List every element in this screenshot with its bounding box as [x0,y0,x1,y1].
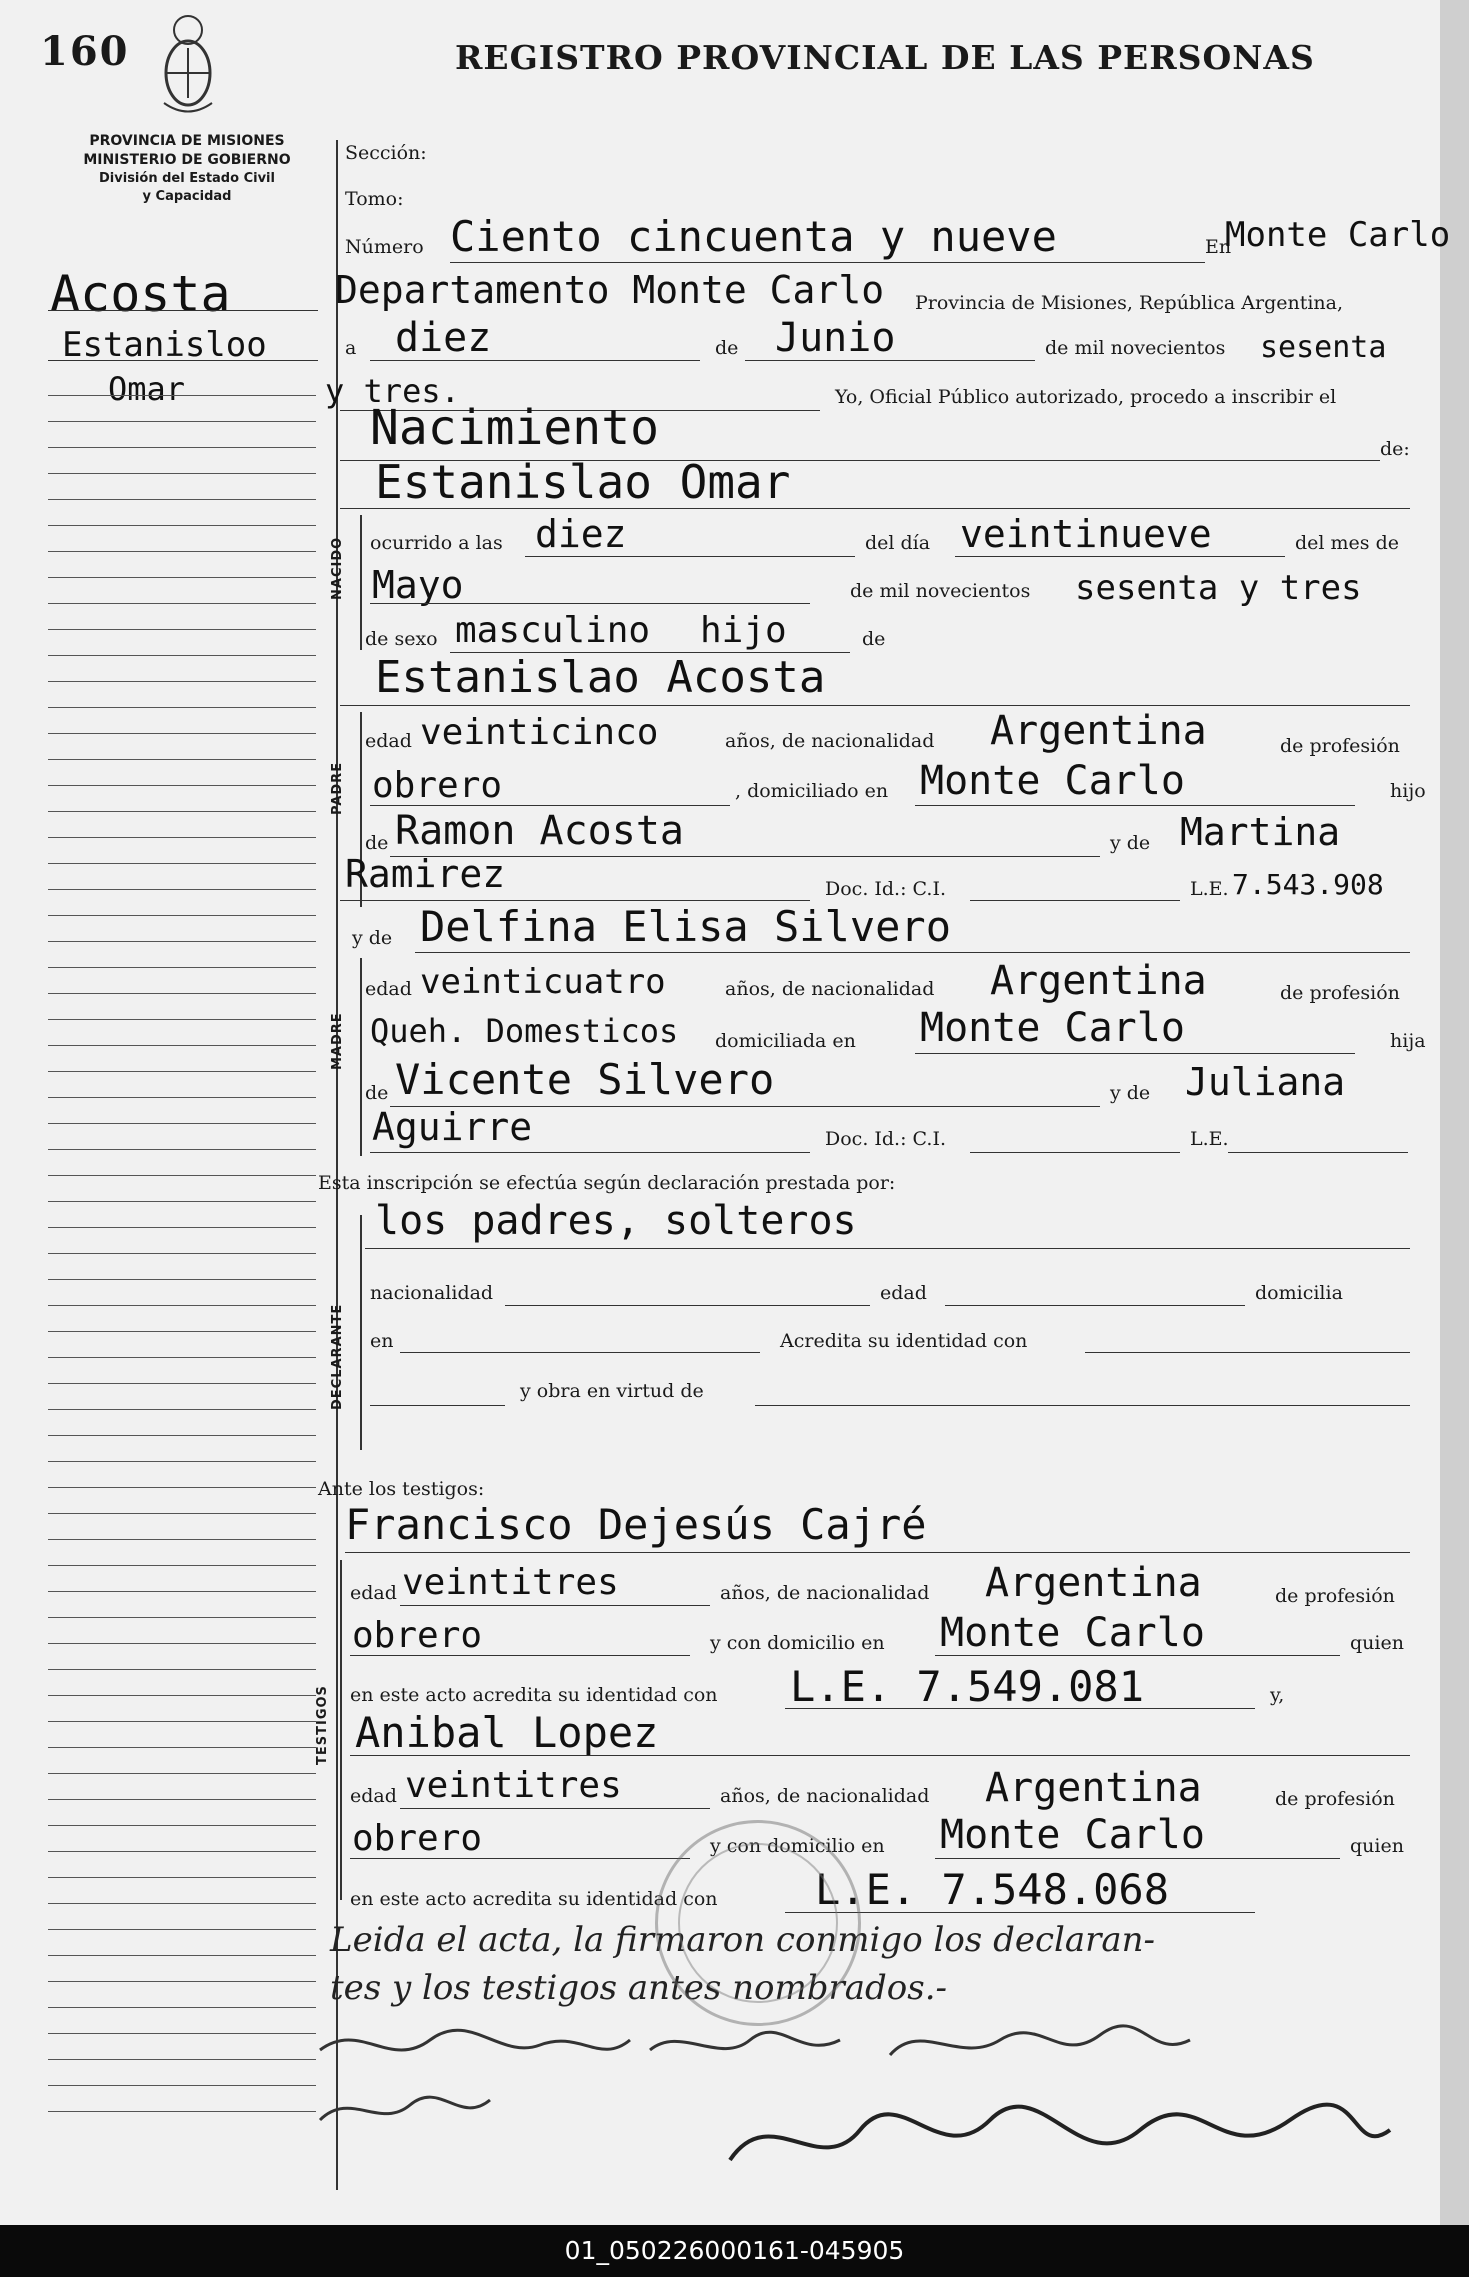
argentina-coat-of-arms-icon [158,8,218,120]
registration-year-2: y tres. [325,372,460,410]
witness2-address: Monte Carlo [940,1812,1205,1858]
field-line [415,952,1410,953]
father-name: Estanislao Acosta [375,652,826,703]
field-line [400,1352,760,1353]
birth-hour: diez [535,512,627,556]
label-yo-oficial: Yo, Oficial Público autorizado, procedo a inscribir el [835,386,1337,408]
field-line [970,900,1180,901]
registration-day: diez [395,315,492,361]
label-le: L.E. [1190,878,1229,900]
label-profesion-t2: de profesión [1275,1788,1395,1810]
field-line [340,705,1410,706]
birth-day: veintinueve [960,512,1212,556]
label-profesion-madre: de profesión [1280,982,1400,1004]
sex: masculino [455,610,651,651]
section-rule [360,958,362,1156]
label-y-de-madre: y de [352,927,393,949]
label-y-de: y de [1110,832,1151,854]
field-line [935,1655,1340,1656]
label-edad-t2: edad [350,1785,397,1807]
field-line [945,1305,1245,1306]
division-line-2: y Capacidad [142,189,232,204]
field-line [350,1755,1410,1756]
field-line [370,603,810,604]
witness2-profession: obrero [352,1818,483,1859]
paternal-grandfather: Ramon Acosta [395,808,684,854]
witness1-address: Monte Carlo [940,1610,1205,1656]
closing-line-2: tes y los testigos antes nombrados.- [330,1968,947,2008]
label-quien-t1: quien [1350,1632,1404,1654]
label-anos-nacionalidad-madre: años, de nacionalidad [725,978,935,1000]
label-de-colon: de: [1380,438,1410,460]
label-edad-madre: edad [365,978,412,1000]
label-en: En [1205,236,1232,258]
closing-line-1: Leida el acta, la firmaron conmigo los declaran- [330,1920,1156,1960]
label-provincia: Provincia de Misiones, República Argentina, [915,292,1344,314]
witness1-age: veintitres [402,1562,619,1603]
field-line [370,1152,810,1153]
field-line [370,805,730,806]
mother-nationality: Argentina [990,958,1207,1004]
signatures [300,2010,1410,2200]
section-tag-padre: PADRE [330,761,345,815]
registration-year-1: sesenta [1260,330,1387,365]
father-age: veinticinco [420,712,659,753]
section-tag-testigos: TESTIGOS [315,1685,330,1765]
label-esta-inscripcion: Esta inscripción se efectúa según declaración prestada por: [318,1172,896,1194]
division-line-1: División del Estado Civil [99,171,275,186]
label-numero: Número [345,236,424,258]
ministry-name: MINISTERIO DE GOBIERNO [83,152,291,168]
label-edad: edad [365,730,412,752]
label-acredita-t2: en este acto acredita su identidad con [350,1888,718,1910]
label-profesion-t1: de profesión [1275,1585,1395,1607]
field-line [505,1305,870,1306]
page-number: 160 [40,28,130,75]
label-del-dia: del día [865,532,931,554]
label-ante-testigos: Ante los testigos: [318,1478,485,1500]
label-doc-id: Doc. Id.: C.I. [825,878,946,900]
label-de-2: de [862,628,886,650]
field-line [915,805,1355,806]
label-quien-t2: quien [1350,1835,1404,1857]
label-a: a [345,337,357,359]
mother-address: Monte Carlo [920,1005,1185,1051]
witness2-nationality: Argentina [985,1765,1202,1811]
label-acredita: Acredita su identidad con [780,1330,1028,1352]
margin-surname: Acosta [50,265,231,323]
label-doc-id-madre: Doc. Id.: C.I. [825,1128,946,1150]
field-line [755,1405,1410,1406]
maternal-grandmother-1: Juliana [1185,1060,1346,1104]
field-line [370,1405,505,1406]
father-profession: obrero [372,765,503,806]
witness2-age: veintitres [405,1765,622,1806]
declarant: los padres, solteros [375,1198,857,1244]
section-tag-madre: MADRE [330,1012,345,1070]
label-acredita-t1: en este acto acredita su identidad con [350,1684,718,1706]
label-con-domicilio-t2: y con domicilio en [710,1835,885,1857]
label-edad-t1: edad [350,1582,397,1604]
label-de-sexo: de sexo [365,628,438,650]
birth-year: sesenta y tres [1075,568,1362,608]
label-le-madre: L.E. [1190,1128,1229,1150]
field-line [525,556,855,557]
mother-name: Delfina Elisa Silvero [420,902,952,951]
registration-month: Junio [775,315,896,361]
paternal-grandmother-1: Martina [1180,810,1341,854]
label-edad-declarante: edad [880,1282,927,1304]
issuer-block [52,132,322,206]
birth-month: Mayo [372,563,464,607]
label-hija: hija [1390,1030,1426,1052]
margin-ruled-lines [48,395,316,2137]
file-id-caption: 01_050226000161-045905 [0,2225,1469,2277]
field-line [955,556,1285,557]
place-en: Monte Carlo [1225,215,1451,255]
maternal-grandmother-2: Aguirre [372,1105,533,1149]
section-rule [360,515,362,650]
paternal-grandmother-2: Ramirez [345,852,506,896]
field-line [915,1053,1355,1054]
mother-profession: Queh. Domesticos [370,1012,679,1050]
label-nacionalidad: nacionalidad [370,1282,494,1304]
label-de-3: de [365,832,389,854]
margin-given-name-2: Omar [108,370,186,408]
witness2-document: L.E. 7.548.068 [815,1865,1170,1914]
label-de-mil-2: de mil novecientos [850,580,1031,602]
label-anos-nac-t1: años, de nacionalidad [720,1582,930,1604]
label-y-de-2: y de [1110,1082,1151,1104]
maternal-grandfather: Vicente Silvero [395,1055,775,1104]
field-line [745,360,1035,361]
label-anos-nac-t2: años, de nacionalidad [720,1785,930,1807]
document-title: REGISTRO PROVINCIAL DE LAS PERSONAS [455,38,1315,77]
field-line [970,1152,1180,1153]
father-le-number: 7.543.908 [1232,868,1384,901]
province-name: PROVINCIA DE MISIONES [89,133,285,149]
label-anos-nacionalidad: años, de nacionalidad [725,730,935,752]
label-obra-virtud: y obra en virtud de [520,1380,704,1402]
act-number: Ciento cincuenta y nueve [450,212,1057,261]
section-rule [360,1215,362,1450]
label-hijo: hijo [1390,780,1426,802]
field-line [370,360,700,361]
label-con-domicilio-t1: y con domicilio en [710,1632,885,1654]
label-del-mes: del mes de [1295,532,1399,554]
section-rule [340,1560,342,1900]
label-de: de [715,337,739,359]
department: Departamento Monte Carlo [335,268,885,312]
field-line [785,1708,1255,1709]
child-name: Estanislao Omar [375,455,791,509]
field-line [340,900,810,901]
mother-age: veinticuatro [420,962,666,1002]
witness2-name: Anibal Lopez [355,1708,659,1757]
section-tag-nacido: NACIDO [330,536,345,600]
field-line [450,262,1205,263]
label-seccion: Sección: [345,142,427,164]
father-nationality: Argentina [990,708,1207,754]
label-domiciliada: domiciliada en [715,1030,856,1052]
label-profesion: de profesión [1280,735,1400,757]
act-type: Nacimiento [370,400,659,456]
label-domicilia: domicilia [1255,1282,1343,1304]
field-line [1085,1352,1410,1353]
section-tag-declarante: DECLARANTE [330,1303,345,1410]
margin-given-name-1: Estanisloo [62,325,267,365]
field-line [350,1655,690,1656]
label-y-comma: y, [1270,1684,1285,1706]
father-address: Monte Carlo [920,758,1185,804]
field-line [935,1858,1340,1859]
field-line [400,1808,710,1809]
witness1-profession: obrero [352,1615,483,1656]
page-binding-edge [1440,0,1469,2225]
label-tomo: Tomo: [345,188,404,210]
label-domiciliado: , domiciliado en [735,780,889,802]
label-de-madre: de [365,1082,389,1104]
margin-rule [48,360,318,361]
witness1-document: L.E. 7.549.081 [790,1662,1145,1711]
field-line [400,1605,710,1606]
field-line [350,1858,690,1859]
label-ocurrido: ocurrido a las [370,532,503,554]
child-relation: hijo [700,610,787,651]
witness1-nationality: Argentina [985,1560,1202,1606]
field-line [345,1552,1410,1553]
label-en-declarante: en [370,1330,394,1352]
field-line [365,1248,1410,1249]
label-de-mil: de mil novecientos [1045,337,1226,359]
field-line [1228,1152,1408,1153]
margin-rule [48,310,318,311]
field-line [340,508,1410,509]
official-seal [655,1820,861,2026]
witness1-name: Francisco Dejesús Cajré [345,1500,927,1549]
main-vertical-rule [336,140,338,2190]
